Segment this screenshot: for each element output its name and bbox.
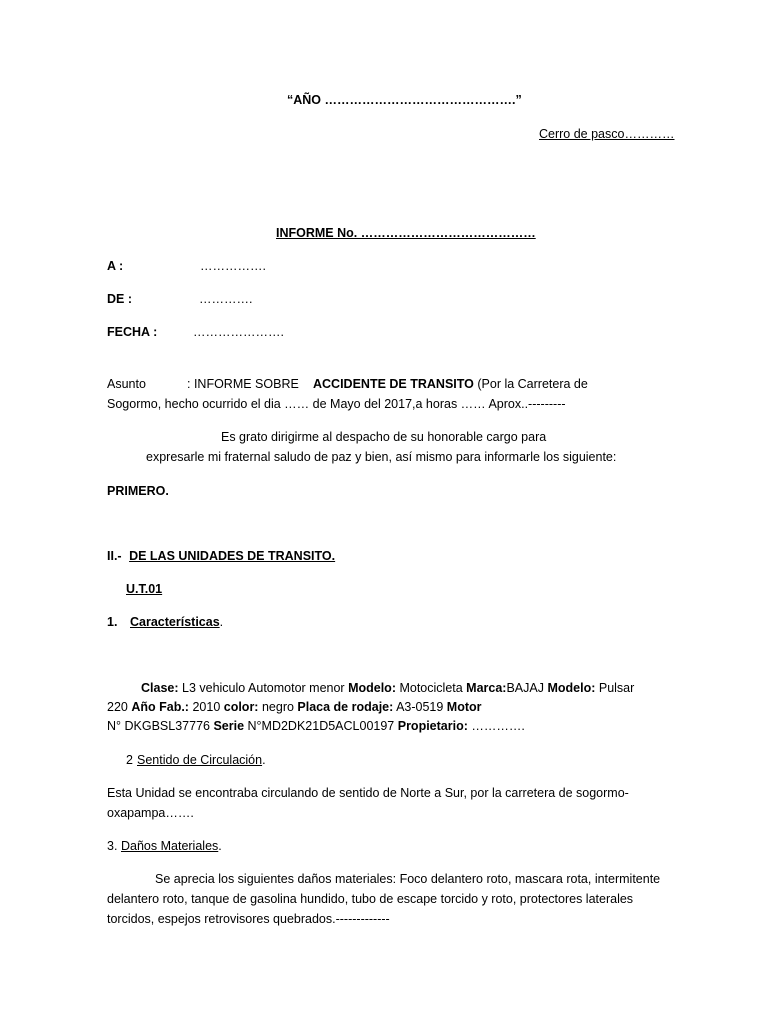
placa-value: A3-0519 bbox=[393, 700, 447, 714]
field-fecha-value: …………………. bbox=[193, 325, 284, 339]
damages-line-2: delantero roto, tanque de gasolina hundido, tubo de escape torcido y roto, protectores laterales bbox=[107, 892, 634, 906]
unit-heading: U.T.01 bbox=[126, 582, 163, 596]
report-number: INFORME No. …………………………………… bbox=[276, 226, 536, 240]
greeting-line-1: Es grato dirigirme al despacho de su honorable cargo para bbox=[221, 430, 547, 444]
asunto-bold: ACCIDENTE DE TRANSITO bbox=[313, 377, 474, 391]
item-1-num: 1. bbox=[107, 615, 118, 629]
anio-value: 220 bbox=[107, 700, 132, 714]
asunto-line-1 bbox=[107, 376, 588, 392]
asunto-label: Asunto bbox=[107, 377, 146, 391]
item-2-suffix: . bbox=[262, 753, 266, 767]
modelo2-value: Pulsar bbox=[595, 681, 635, 695]
field-de-label: DE : bbox=[107, 292, 132, 306]
item-2-title: Sentido de Circulación bbox=[137, 753, 263, 767]
primero-heading: PRIMERO. bbox=[107, 484, 169, 498]
vehicle-line-3 bbox=[107, 718, 525, 734]
vehicle-line-1 bbox=[141, 680, 634, 696]
greeting-line-2: expresarle mi fraternal saludo de paz y bien, así mismo para informarle los siguiente: bbox=[146, 450, 617, 464]
modelo2-label: Modelo: bbox=[547, 681, 596, 695]
clase-label: Clase: bbox=[141, 681, 179, 695]
motor-label: Motor bbox=[446, 700, 482, 714]
field-fecha-label: FECHA : bbox=[107, 325, 158, 339]
marca-label: Marca: bbox=[466, 681, 507, 695]
motor-num: N° DKGBSL37776 bbox=[107, 719, 214, 733]
placa-label: Placa de rodaje: bbox=[297, 700, 394, 714]
item-3-heading bbox=[107, 838, 222, 854]
asunto-line-2: Sogormo, hecho ocurrido el dia …… de Mayo del 2017,a horas …… Aprox..--------- bbox=[107, 397, 566, 411]
section-2-title: DE LAS UNIDADES DE TRANSITO. bbox=[129, 549, 336, 563]
modelo-value: Motocicleta bbox=[396, 681, 467, 695]
circulation-line-1: Esta Unidad se encontraba circulando de sentido de Norte a Sur, por la carretera de sogormo- bbox=[107, 786, 629, 800]
item-2-heading bbox=[126, 752, 266, 768]
field-de-value: …………. bbox=[199, 292, 253, 306]
clase-value: L3 vehiculo Automotor menor bbox=[178, 681, 349, 695]
marca-value: BAJAJ bbox=[506, 681, 548, 695]
serie-value: N°MD2DK21D5ACL00197 bbox=[244, 719, 398, 733]
item-1-title: Características bbox=[130, 615, 220, 629]
serie-label: Serie bbox=[213, 719, 245, 733]
item-3-num: 3. bbox=[107, 839, 118, 853]
asunto-colon-text: : INFORME SOBRE bbox=[187, 377, 299, 391]
section-2-heading bbox=[107, 548, 335, 564]
item-1-suffix: . bbox=[219, 615, 224, 629]
color-label: color: bbox=[223, 700, 259, 714]
item-3-suffix: . bbox=[218, 839, 222, 853]
year-title: “AÑO ……………………………………….” bbox=[287, 93, 522, 107]
item-1-heading bbox=[107, 614, 223, 630]
field-a-label: A : bbox=[107, 259, 124, 273]
prop-value: …………. bbox=[467, 719, 525, 733]
item-2-num: 2 bbox=[126, 753, 133, 767]
item-3-title: Daños Materiales bbox=[121, 839, 219, 853]
damages-line-1: Se aprecia los siguientes daños materiales: Foco delantero roto, mascara rota, intermitente bbox=[155, 872, 661, 886]
modelo-label: Modelo: bbox=[348, 681, 396, 695]
asunto-rest: (Por la Carretera de bbox=[473, 377, 588, 391]
anio-label: Año Fab.: bbox=[131, 700, 189, 714]
prop-label: Propietario: bbox=[397, 719, 468, 733]
anio-fab: 2010 bbox=[188, 700, 224, 714]
color-value: negro bbox=[258, 700, 298, 714]
section-2-num: II.- bbox=[107, 549, 122, 563]
city-date: Cerro de pasco………… bbox=[539, 127, 675, 141]
circulation-line-2: oxapampa……. bbox=[107, 806, 194, 820]
vehicle-line-2 bbox=[107, 699, 482, 715]
damages-line-3: torcidos, espejos retrovisores quebrados.------------- bbox=[107, 912, 390, 926]
field-a-value: ……………. bbox=[200, 259, 266, 273]
